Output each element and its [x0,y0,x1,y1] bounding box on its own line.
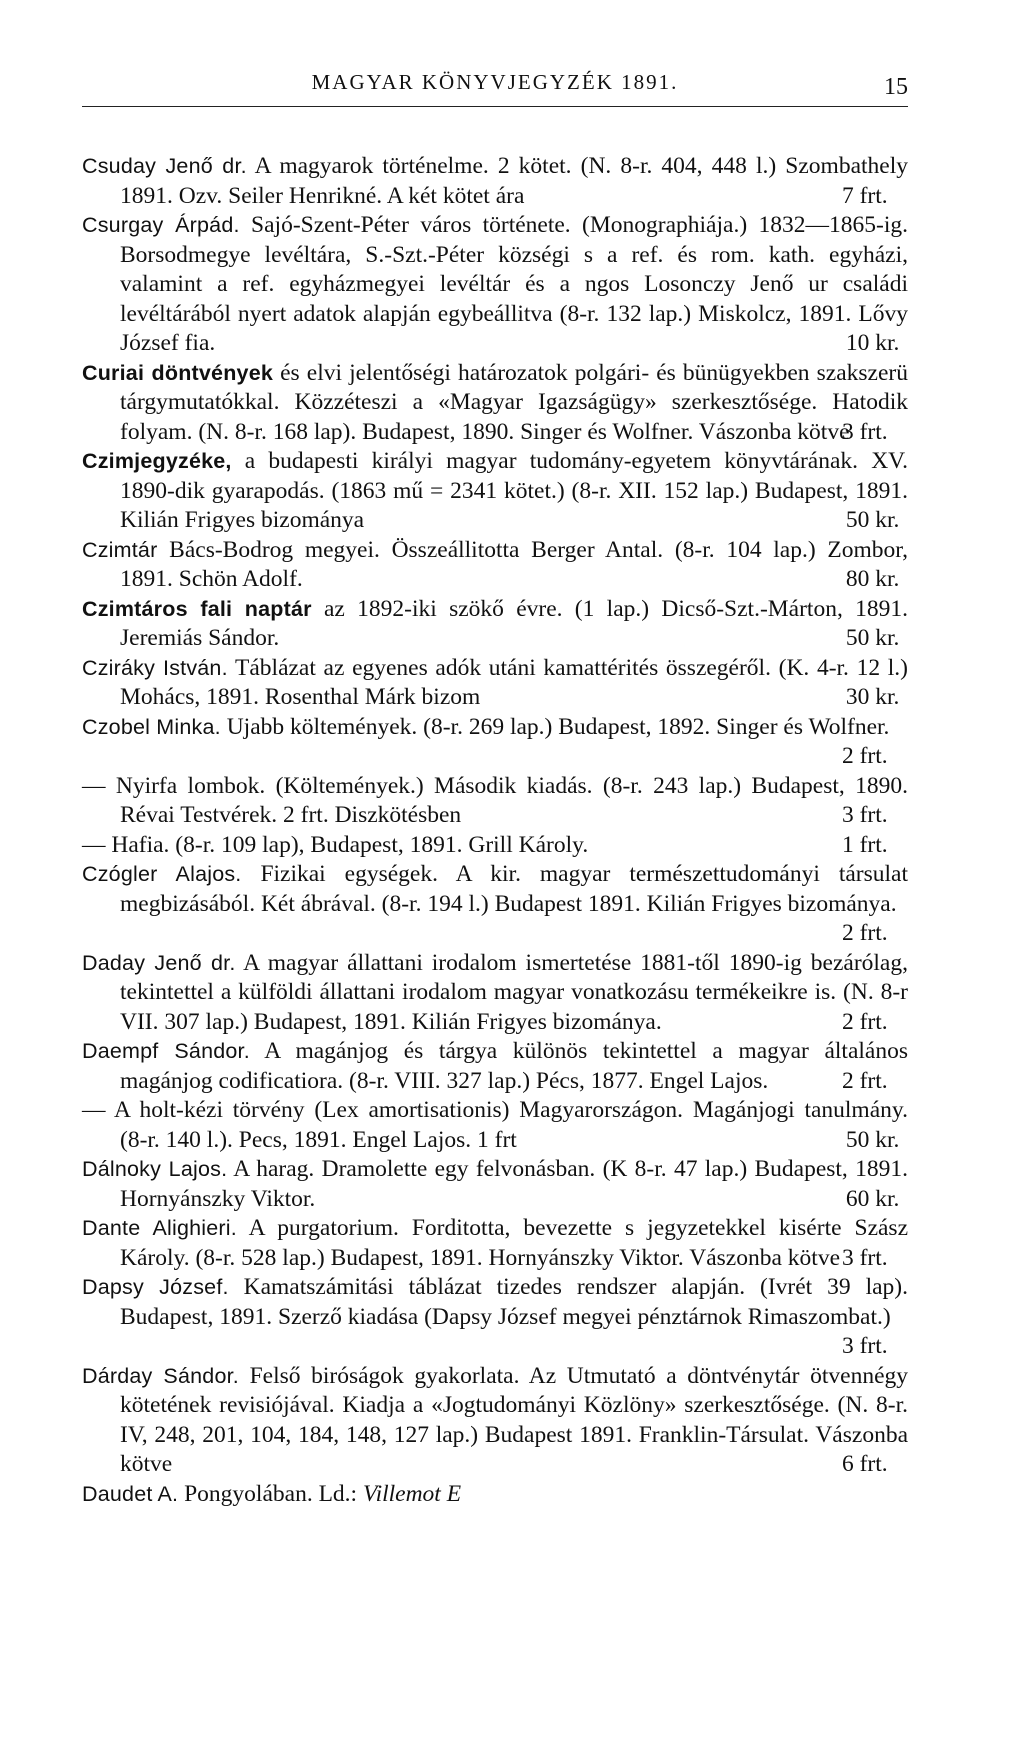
catalogue-entry [82,1096,908,1155]
entry-author: Csurgay Árpád. [82,213,240,237]
page-number: 15 [884,74,908,100]
entry-price: 2 frt. [841,1067,888,1094]
entry-price: 50 kr. [845,507,900,533]
catalogue-entry [82,536,908,595]
entry-text: A magyar állattani irodalom ismertetése 1881-től 1890-ig bezárólag, tekintettel a külföldi állattani irodalom magyar vonatkozásu termékeikre is. (N. 8-r VII. 307 lap.) Budapest, 1891. Kilián Frigyes bizománya. [120,949,908,1035]
catalogue-entry [82,595,908,654]
entry-price: 60 kr. [845,1185,900,1212]
catalogue-entry [82,1214,908,1273]
header-rule [82,106,908,107]
entry-author: Daempf Sándor. [82,1039,250,1063]
entry-text: Felső biróságok gyakorlata. Az Utmutató a döntvénytár ötvennégy kötetének revisiójával. Kiadja a «Jogtudományi Közlöny» szerkesztősége. (N. 8-r. IV, 248, 201, 104, 184, 148, 127 lap.) Budapest 1891. Franklin-Társulat. Vászonba kötve [120,1362,909,1477]
catalogue-entry [82,860,908,949]
page-header [82,66,908,106]
catalogue-entry [82,949,908,1038]
catalogue-entry [82,1037,908,1096]
catalogue-entry [82,359,908,448]
entry-price: 1 frt. [841,831,888,858]
entry-price: 80 kr. [845,566,900,592]
entry-price: 10 kr. [845,330,900,356]
catalogue-entry [82,211,908,359]
entry-text: A harag. Dramolette egy felvonásban. (K 8-r. 47 lap.) Budapest, 1891. Hornyánszky Viktor. [120,1156,908,1212]
entry-author: Daudet A. [82,1481,179,1506]
entry-price: 3 frt. [841,802,888,828]
entry-dash: — [82,831,106,858]
catalogue-entry [82,1362,908,1480]
entry-author: Dálnoky Lajos. [82,1157,228,1181]
catalogue-entry [82,152,908,211]
entry-price: 7 frt. [841,182,888,209]
entry-author: Czobel Minka. [82,714,221,739]
entry-text: Ujabb költemények. (8-r. 269 lap.) Budapest, 1892. Singer és Wolfner. [220,713,890,740]
entry-price: 2 frt. [841,743,888,769]
entry-price: 6 frt. [841,1451,888,1477]
entry-price: 3 frt. [841,1244,888,1271]
entry-text: A holt-kézi törvény (Lex amortisationis) Magyarországon. Magánjogi tanulmány. (8-r. 140 l.). Pecs, 1891. Engel Lajos. 1 frt [105,1097,908,1153]
catalogue-entry [82,831,908,861]
entry-text: Táblázat az egyenes adók utáni kamattérités összegéről. (K. 4-r. 12 l.) Mohács, 1891. Rosenthal Márk bizom [120,654,908,710]
catalogue-entry [82,713,908,772]
entry-author: Czimtáros fali naptár [82,596,312,621]
entry-author: Cziráky István. [82,655,228,680]
entry-text: A magánjog és tárgya különös tekintettel a magyar általános magánjog codificatiora. (8-r. VIII. 327 lap.) Pécs, 1877. Engel Lajos. [120,1038,909,1094]
entry-price: 50 kr. [845,1126,900,1153]
entry-price: 50 kr. [845,625,900,651]
entry-text: Pongyolában. Ld.: [178,1480,363,1507]
catalogue-entry [82,772,908,831]
catalogue-entry [82,1480,908,1510]
entry-cross-reference: Villemot E [362,1480,462,1507]
entry-text: az 1892-iki szökő évre. (1 lap.) Dicső-Szt.-Márton, 1891. Jeremiás Sándor. [120,595,908,651]
catalogue-entry [82,1155,908,1214]
entry-price: 3 frt. [841,418,888,445]
bibliography-entries [82,152,908,1509]
catalogue-entry [82,654,908,713]
entry-author: Dárday Sándor. [82,1363,239,1388]
entry-price: 3 frt. [841,1333,888,1359]
catalogue-entry [82,447,908,536]
entry-price: 2 frt. [841,920,888,946]
running-title: MAGYAR KÖNYVJEGYZÉK 1891. [311,70,679,94]
entry-author: Czimjegyzéke, [82,449,232,473]
entry-author: Daday Jenő dr. [82,950,236,975]
entry-text: és elvi jelentőségi határozatok polgári- és bünügyekben szakszerü tárgymutatókkal. Közzéteszi a «Magyar Igazságügy» szerkesztősége. Hatodik folyam. (N. 8-r. 168 lap). Budapest, 1890. Singer és Wolfner. Vászonba kötve [120,359,908,445]
entry-text: Fizikai egységek. A kir. magyar természettudományi társulat megbizásából. Két ábrával. (8-r. 194 l.) Budapest 1891. Kilián Frigyes bizománya. [120,861,908,917]
entry-text: Kamatszámitási táblázat tizedes rendszer alapján. (Ivrét 39 lap). Budapest, 1891. Szerző kiadása (Dapsy József megyei pénztárnok Rimaszombat.) [120,1274,908,1330]
entry-author: Dante Alighieri. [82,1216,237,1240]
entry-author: Czimtár [82,537,158,562]
entry-text: A purgatorium. Forditotta, bevezette s jegyzetekkel kisérte Szász Károly. (8-r. 528 lap.) Budapest, 1891. Hornyánszky Viktor. Vászonba kötve [120,1215,909,1271]
entry-author: Dapsy József. [82,1275,229,1299]
entry-text: A magyarok történelme. 2 kötet. (N. 8-r. 404, 448 l.) Szombathely 1891. Ozv. Seiler Henrikné. A két kötet ára [120,153,908,209]
entry-dash: — [82,772,106,799]
entry-text: Sajó-Szent-Péter város története. (Monographiája.) 1832—1865-ig. Borsodmegye levéltára, S.-Szt.-Péter községi s a ref. és rom. kath. egyházi, valamint a ref. egyházmegyei levéltár és a ngos Losonczy Jenő ur családi levéltárából nyert adatok alapján egybeállitva (8-r. 132 lap.) Miskolcz, 1891. Lővy József fia. [120,212,908,356]
entry-author: Csuday Jenő dr. [82,154,247,178]
entry-text: Nyirfa lombok. (Költemények.) Második kiadás. (8-r. 243 lap.) Budapest, 1890. Révai Testvérek. 2 frt. Diszkötésben [105,772,908,828]
entry-price: 30 kr. [845,684,900,710]
entry-author: Czógler Alajos. [82,862,242,886]
entry-author: Curiai döntvények [82,360,274,385]
entry-price: 2 frt. [841,1008,888,1035]
entry-text: a budapesti királyi magyar tudomány-egyetem könyvtárának. XV. 1890-dik gyarapodás. (1863 mű = 2341 kötet.) (8-r. XII. 152 lap.) Budapest, 1891. Kilián Frigyes bizománya [120,448,908,533]
catalogue-entry [82,1273,908,1362]
entry-text: Bács-Bodrog megyei. Összeállitotta Berger Antal. (8-r. 104 lap.) Zombor, 1891. Schön Adolf. [120,536,908,592]
entry-text: Hafia. (8-r. 109 lap), Budapest, 1891. Grill Károly. [105,831,589,858]
entry-dash: — [82,1097,106,1123]
